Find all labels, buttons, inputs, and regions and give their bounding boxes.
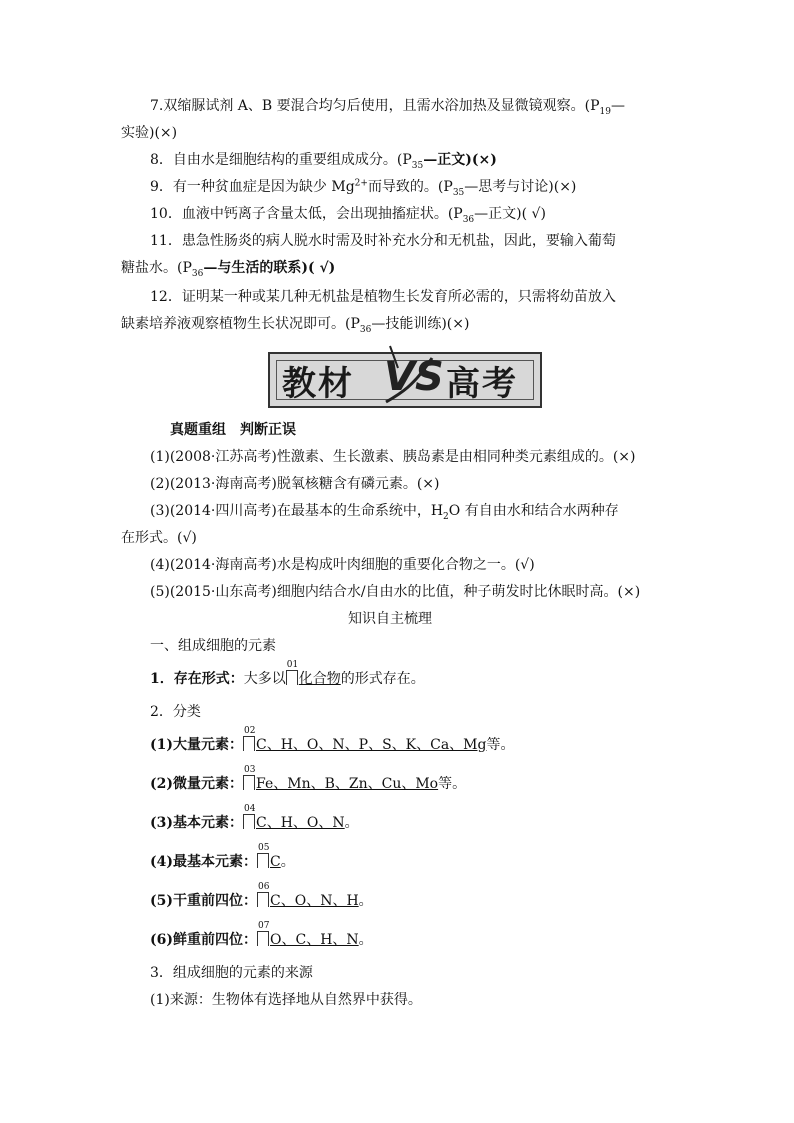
answer-blank: 03 — [243, 775, 255, 790]
class-item-1: (1)大量元素： 02 C、H、O、N、P、S、K、Ca、Mg等。 — [150, 726, 515, 753]
answer-blank: 07 — [257, 931, 269, 946]
exam-item-4: (4)(2014·海南高考)水是构成叶肉细胞的重要化合物之一。(√) — [150, 557, 535, 573]
point-3-1: (1)来源：生物体有选择地从自然界中获得。 — [150, 992, 422, 1008]
statement-8: 8．自由水是细胞结构的重要组成成分。($P_{35}—$正文)(×) — [150, 152, 497, 171]
statement-7: 7.双缩脲试剂 A、B 要混合均匀后使用，且需水浴加热及显微镜观察。($P_{19}—$ — [150, 98, 625, 117]
statement-11-cont: 糖盐水。($P_{36}—$与生活的联系)( √) — [121, 260, 336, 279]
section-title: 知识自主梳理 — [348, 611, 432, 627]
point-1: 1．存在形式：大多以 01 化合物的形式存在。 — [150, 660, 425, 687]
statement-11: 11．患急性肠炎的病人脱水时需及时补充水分和无机盐，因此，要输入葡萄 — [150, 233, 616, 249]
vs-brush-icon — [380, 338, 444, 410]
exam-item-2: (2)(2013·海南高考)脱氧核糖含有磷元素。(×) — [150, 476, 440, 492]
answer-blank: 05 — [257, 853, 269, 868]
statement-7-cont: 实验)(×) — [121, 125, 178, 141]
class-item-4: (4)最基本元素： 05 C。 — [150, 843, 295, 870]
class-item-3: (3)基本元素： 04 C、H、O、N。 — [150, 804, 359, 831]
statement-10: 10．血液中钙离子含量太低，会出现抽搐症状。($P_{36}—$正文)( √) — [150, 206, 546, 225]
exam-item-1: (1)(2008·江苏高考)性激素、生长激素、胰岛素是由相同种类元素组成的。(×) — [150, 449, 636, 465]
exam-item-3: (3)(2014·四川高考)在最基本的生命系统中，$H_2O$ 有自由水和结合水两种存 — [150, 503, 619, 522]
class-item-2: (2)微量元素： 03 Fe、Mn、B、Zn、Cu、Mo等。 — [150, 765, 467, 792]
point-3: 3．组成细胞的元素的来源 — [150, 965, 313, 981]
class-item-6: (6)鲜重前四位： 07 O、C、H、N。 — [150, 921, 373, 948]
answer-blank: 04 — [243, 814, 255, 829]
statement-12-cont: 缺素培养液观察植物生长状况即可。($P_{36}—$技能训练)(×) — [121, 316, 470, 335]
answer-blank: 01 — [286, 670, 298, 685]
textbook-vs-exam-banner — [268, 338, 544, 410]
banner-left-text: 教材 — [282, 364, 354, 404]
statement-9: 9．有一种贫血症是因为缺少 $Mg^{2+}$而导致的。($P_{35}—$思考与讨论)(×) — [150, 178, 577, 198]
exam-heading: 真题重组 判断正误 — [170, 422, 296, 438]
exam-item-3-cont: 在形式。(√) — [121, 530, 197, 546]
point-2: 2．分类 — [150, 704, 201, 720]
banner-right-text: 高考 — [446, 364, 518, 404]
class-item-5: (5)干重前四位： 06 C、O、N、H。 — [150, 882, 373, 909]
statement-12: 12．证明某一种或某几种无机盐是植物生长发育所必需的，只需将幼苗放入 — [150, 289, 616, 305]
exam-item-5: (5)(2015·山东高考)细胞内结合水/自由水的比值，种子萌发时比休眠时高。(×) — [150, 584, 641, 600]
part1-title: 一、组成细胞的元素 — [150, 638, 276, 654]
vs-text: VS — [384, 354, 444, 400]
answer-blank: 06 — [257, 892, 269, 907]
answer-blank: 02 — [243, 736, 255, 751]
